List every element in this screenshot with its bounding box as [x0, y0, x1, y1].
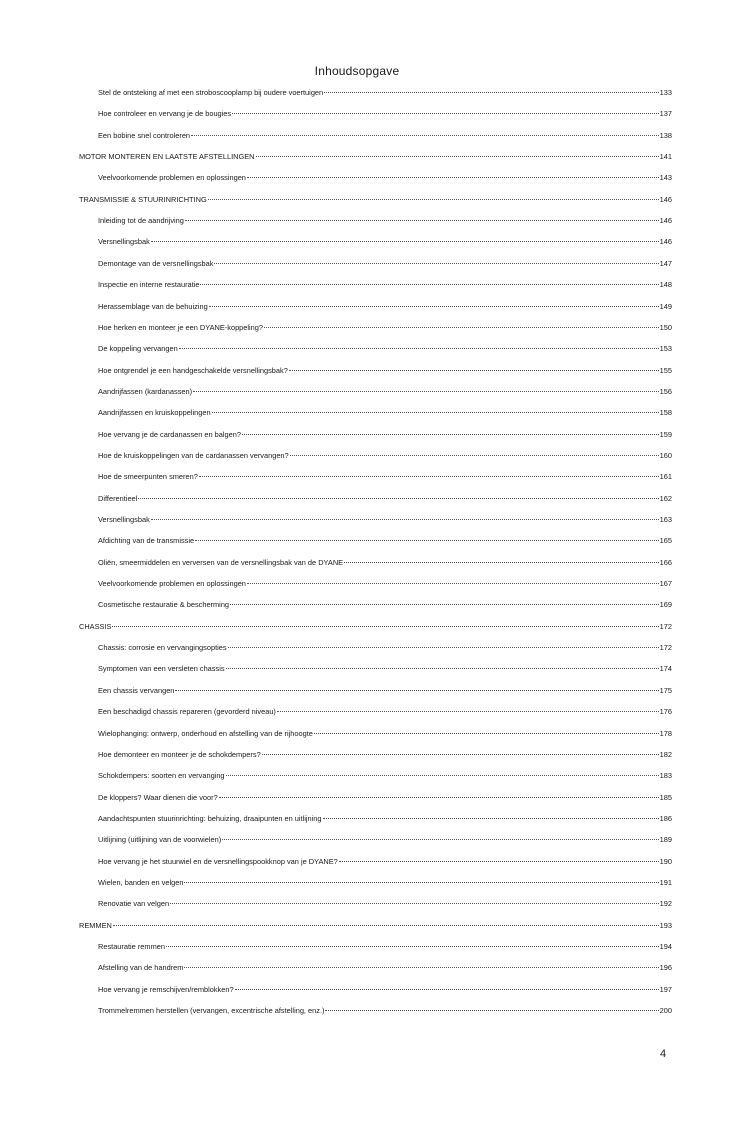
toc-entry-label: De koppeling vervangen [98, 344, 178, 354]
toc-entry[interactable] [98, 237, 672, 247]
toc-entry[interactable] [98, 451, 672, 461]
toc-entry-label: Hoe ontgrendel je een handgeschakelde versnellingsbak? [98, 365, 288, 375]
toc-entry-label: MOTOR MONTEREN EN LAATSTE AFSTELLINGEN [79, 152, 255, 162]
toc-entry[interactable] [98, 472, 672, 482]
toc-entry-page: 196 [659, 963, 672, 973]
toc-entry[interactable] [98, 366, 672, 376]
toc-entry[interactable] [98, 878, 672, 888]
toc-entry-label: Afstelling van de handrem [98, 963, 184, 973]
dot-leader [151, 519, 659, 520]
dot-leader [247, 177, 659, 178]
dot-leader [166, 946, 659, 947]
toc-entry[interactable] [98, 835, 672, 845]
toc-entry-page: 137 [659, 109, 672, 119]
toc-entry[interactable] [98, 344, 672, 354]
toc-entry-label: REMMEN [79, 920, 112, 930]
dot-leader [235, 989, 659, 990]
toc-entry-page: 149 [659, 301, 672, 311]
toc-section-entry[interactable] [79, 195, 672, 205]
toc-section-entry[interactable] [79, 622, 672, 632]
dot-leader [289, 370, 659, 371]
toc-entry-page: 156 [659, 386, 672, 396]
toc-entry-label: Hoe herken en monteer je een DYANE-koppeling? [98, 322, 264, 332]
toc-entry-page: 185 [659, 792, 672, 802]
toc-entry-page: 172 [659, 643, 672, 653]
dot-leader [214, 263, 658, 264]
toc-entry-label: Inleiding tot de aandrijving [98, 216, 184, 226]
dot-leader [113, 925, 659, 926]
toc-entry[interactable] [98, 302, 672, 312]
toc-entry-label: Veelvoorkomende problemen en oplossingen [98, 579, 246, 589]
dot-leader [184, 882, 658, 883]
toc-entry-label: Restauratie remmen [98, 942, 165, 951]
toc-entry-label: Hoe de kruiskoppelingen van de cardanassen vervangen? [98, 450, 289, 460]
dot-leader [212, 412, 659, 413]
toc-entry[interactable] [98, 558, 672, 568]
toc-entry-label: Versnellingsbak [98, 515, 150, 524]
toc-entry-page: 193 [659, 920, 672, 930]
toc-entry[interactable] [98, 793, 672, 803]
toc-entry-label: Uitlijning (uitlijning van de voorwielen) [98, 835, 222, 845]
toc-entry-page: 146 [659, 216, 672, 226]
dot-leader [277, 711, 659, 712]
toc-entry-page: 146 [659, 194, 672, 204]
toc-entry-label: Hoe controleer en vervang je de bougies [98, 109, 232, 119]
dot-leader [314, 733, 659, 734]
toc-entry-label: Afdichting van de transmissie [98, 536, 195, 546]
toc-entry-page: 192 [659, 899, 672, 909]
dot-leader [247, 583, 659, 584]
toc-entry[interactable] [98, 942, 672, 952]
dot-leader [262, 754, 659, 755]
toc-entry-page: 194 [659, 942, 672, 951]
toc-entry[interactable] [98, 259, 672, 269]
toc-entry[interactable] [98, 494, 672, 504]
toc-entry-label: Hoe vervang je het stuurwiel en de versnellingspookknop van je DYANE? [98, 856, 338, 866]
toc-entry[interactable] [98, 216, 672, 226]
dot-leader [228, 647, 659, 648]
toc-entry-page: 197 [659, 984, 672, 994]
toc-entry[interactable] [98, 750, 672, 760]
page-number: 4 [660, 1048, 667, 1060]
toc-entry-label: Aandrijfassen en kruiskoppelingen [98, 408, 211, 418]
toc-entry-label: De kloppers? Waar dienen die voor? [98, 792, 218, 802]
dot-leader [170, 903, 659, 904]
toc-entry-label: Een beschadigd chassis repareren (gevorderd niveau) [98, 707, 276, 717]
toc-entry-label: CHASSIS [79, 621, 112, 631]
toc-entry-label: Stel de ontsteking af met een stroboscooplamp bij oudere voertuigen [98, 88, 324, 97]
toc-entry[interactable] [98, 643, 672, 653]
toc-entry-label: Aandachtspunten stuurinrichting: behuizing, draaipunten en uitlijning [98, 813, 322, 823]
dot-leader [208, 199, 659, 200]
toc-entry-page: 161 [659, 472, 672, 482]
toc-entry[interactable] [98, 857, 672, 867]
dot-leader [209, 306, 659, 307]
toc-entry-page: 158 [659, 408, 672, 418]
toc-entry-page: 182 [659, 749, 672, 759]
toc-entry-label: Herassemblage van de behuizing [98, 301, 208, 311]
dot-leader [325, 1010, 658, 1011]
toc-entry[interactable] [98, 600, 672, 610]
toc-entry[interactable] [98, 771, 672, 781]
toc-entry-label: Wielophanging: ontwerp, onderhoud en afstelling van de rijhoogte [98, 728, 313, 738]
dot-leader [191, 135, 659, 136]
toc-entry-label: Hoe vervang je de cardanassen en balgen? [98, 429, 241, 439]
toc-entry-page: 146 [659, 237, 672, 247]
toc-entry[interactable] [98, 173, 672, 183]
dot-leader [199, 476, 659, 477]
toc-entry[interactable] [98, 387, 672, 397]
toc-entry-label: TRANSMISSIE & STUURINRICHTING [79, 194, 207, 204]
toc-entry[interactable] [98, 899, 672, 909]
toc-entry[interactable] [98, 985, 672, 995]
toc-entry-page: 172 [659, 621, 672, 631]
toc-entry-page: 183 [659, 771, 672, 781]
dot-leader [219, 797, 659, 798]
toc-entry-page: 163 [659, 515, 672, 524]
toc-entry[interactable] [98, 430, 672, 440]
dot-leader [179, 348, 659, 349]
toc-section-entry[interactable] [79, 921, 672, 931]
dot-leader [184, 967, 658, 968]
toc-entry-page: 138 [659, 130, 672, 140]
toc-entry-page: 162 [659, 493, 672, 503]
toc-entry[interactable] [98, 729, 672, 739]
toc-entry-page: 155 [659, 365, 672, 375]
toc-entry-page: 166 [659, 557, 672, 567]
toc-entry-label: Oliën, smeermiddelen en verversen van de versnellingsbak van de DYANE [98, 557, 344, 567]
toc-entry-label: Wielen, banden en velgen [98, 877, 184, 887]
toc-entry-label: Renovatie van velgen [98, 899, 170, 909]
dot-leader [256, 156, 659, 157]
dot-leader [200, 284, 658, 285]
toc-entry-page: 147 [659, 258, 672, 268]
toc-entry[interactable] [98, 88, 672, 98]
toc-entry-label: Aandrijfassen (kardanassen) [98, 386, 193, 396]
toc-entry[interactable] [98, 536, 672, 546]
toc-entry-label: Versnellingsbak [98, 237, 150, 247]
dot-leader [242, 434, 659, 435]
toc-entry-label: Symptomen van een versleten chassis [98, 664, 225, 674]
toc-entry-label: Een bobine snel controleren [98, 130, 191, 140]
dot-leader [324, 92, 659, 93]
toc-entry-page: 141 [659, 152, 672, 162]
toc-entry-page: 167 [659, 579, 672, 589]
toc-entry-label: Hoe de smeerpunten smeren? [98, 472, 198, 482]
toc-entry-label: Een chassis vervangen [98, 685, 175, 695]
toc-entry-page: 200 [659, 1006, 672, 1016]
toc-entry[interactable] [98, 408, 672, 418]
toc-title: Inhoudsopgave [314, 64, 400, 78]
toc-entry-label: Cosmetische restauratie & bescherming [98, 600, 230, 610]
toc-entry-label: Differentieel [98, 493, 138, 503]
toc-entry-page: 174 [659, 664, 672, 674]
toc-entry-page: 133 [659, 88, 672, 97]
toc-entry-page: 190 [659, 856, 672, 866]
dot-leader [290, 455, 659, 456]
dot-leader [339, 861, 659, 862]
toc-entry-label: Demontage van de versnellingsbak [98, 258, 214, 268]
dot-leader [344, 562, 659, 563]
dot-leader [264, 327, 659, 328]
dot-leader [175, 690, 658, 691]
toc-entry-page: 169 [659, 600, 672, 610]
toc-entry-label: Veelvoorkomende problemen en oplossingen [98, 173, 246, 183]
dot-leader [226, 775, 659, 776]
toc-entry-page: 191 [659, 877, 672, 887]
dot-leader [112, 626, 658, 627]
dot-leader [222, 839, 658, 840]
toc-entry-page: 150 [659, 322, 672, 332]
dot-leader [138, 498, 658, 499]
dot-leader [226, 668, 659, 669]
toc-entry-page: 176 [659, 707, 672, 717]
toc-entry[interactable] [98, 131, 672, 141]
toc-entry[interactable] [98, 109, 672, 119]
dot-leader [232, 113, 659, 114]
toc-entry-label: Trommelremmen herstellen (vervangen, excentrische afstelling, enz.) [98, 1006, 325, 1016]
toc-entry-page: 143 [659, 173, 672, 183]
toc-entry-page: 160 [659, 450, 672, 460]
toc-entry[interactable] [98, 579, 672, 589]
dot-leader [195, 540, 659, 541]
dot-leader [185, 220, 659, 221]
toc-entry-page: 175 [659, 685, 672, 695]
toc-entry-page: 153 [659, 344, 672, 354]
toc-entry-page: 159 [659, 429, 672, 439]
toc-section-entry[interactable] [79, 152, 672, 162]
toc-entry-label: Schokdempers: soorten en vervanging [98, 771, 225, 781]
toc-entry[interactable] [98, 664, 672, 674]
toc-entry-page: 165 [659, 536, 672, 546]
dot-leader [151, 241, 659, 242]
toc-entry[interactable] [98, 323, 672, 333]
toc-entry-page: 178 [659, 728, 672, 738]
toc-entry-label: Hoe vervang je remschijven/remblokken? [98, 984, 234, 994]
toc-entry[interactable] [98, 1006, 672, 1016]
toc-entry[interactable] [98, 814, 672, 824]
dot-leader [193, 391, 659, 392]
dot-leader [323, 818, 659, 819]
toc-entry-page: 189 [659, 835, 672, 845]
toc-entry[interactable] [98, 963, 672, 973]
toc-entry[interactable] [98, 515, 672, 525]
toc-entry-page: 148 [659, 280, 672, 290]
toc-entry-label: Inspectie en interne restauratie [98, 280, 200, 290]
dot-leader [230, 604, 659, 605]
toc-entry-page: 186 [659, 813, 672, 823]
toc-entry-label: Hoe demonteer en monteer je de schokdempers? [98, 749, 261, 759]
toc-entry-label: Chassis: corrosie en vervangingsopties [98, 643, 227, 653]
toc-entry[interactable] [98, 707, 672, 717]
toc-entry[interactable] [98, 280, 672, 290]
toc-entry[interactable] [98, 686, 672, 696]
